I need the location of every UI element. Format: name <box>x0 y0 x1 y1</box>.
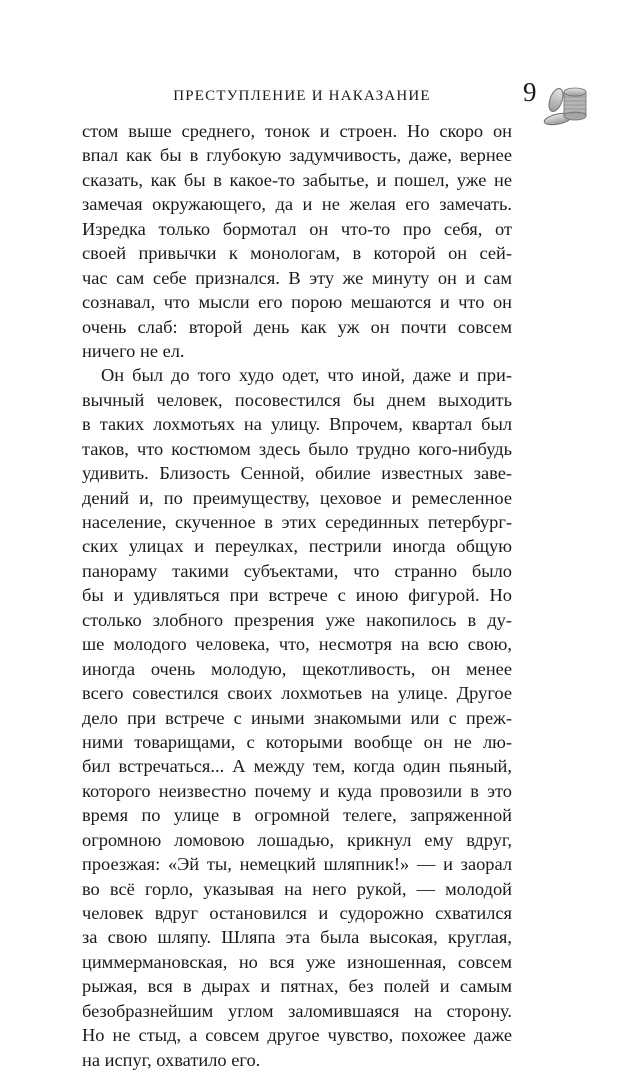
text-line: Он был до того худо одет, что иной, даже и при- <box>101 365 512 386</box>
text-line: на испуг, охватило его. <box>82 1049 261 1070</box>
text-line: человек вдруг остановился и судорожно схватился <box>82 903 512 923</box>
text-line: бы и удивляться при встрече с иною фигурой. Но <box>82 585 512 606</box>
text-line: сознавал, что мысли его порою мешаются и что он <box>82 292 512 313</box>
text-line: замечая окружающего, да и не желая его замечать. <box>82 194 512 215</box>
page-number: 9 <box>523 77 537 107</box>
text-line: удивить. Близость Сенной, обилие известных заве- <box>82 463 512 484</box>
text-line: ними товарищами, с которыми вообще он не лю- <box>82 731 512 752</box>
text-line: дело при встрече с иными знакомыми или с преж- <box>82 707 512 728</box>
text-line: ничего не ел. <box>82 340 185 361</box>
body-text <box>82 119 512 1072</box>
text-line: за свою шляпу. Шляпа эта была высокая, круглая, <box>82 927 512 948</box>
text-line: огромною ломовою лошадью, крикнул ему вдруг, <box>82 829 512 850</box>
text-line: таков, что костюмом здесь было трудно кого-нибудь <box>82 438 512 459</box>
text-line: панораму такими субъектами, что странно было <box>82 560 512 581</box>
text-line: которого неизвестно почему и куда провозили в это <box>82 780 512 801</box>
text-line: своей привычки к монологам, в которой он сей- <box>82 243 512 264</box>
text-line: рыжая, вся в дырах и пятнах, без полей и самым <box>82 976 512 997</box>
text-line: впал как бы в глубокую задумчивость, даже, вернее <box>82 145 512 166</box>
text-line: время по улице в огромной телеге, запряженной <box>82 805 512 826</box>
text-line: столько злобного презрения уже накопилось в ду- <box>82 609 512 630</box>
text-line: Изредка только бормотал он что-то про себя, от <box>82 218 512 239</box>
text-line: во всё горло, указывая на него рукой, — молодой <box>82 878 512 899</box>
text-line: проезжая: «Эй ты, немецкий шляпник!» — и заорал <box>82 854 512 875</box>
text-line: стом выше среднего, тонок и строен. Но скоро он <box>82 121 512 141</box>
running-title: ПРЕСТУПЛЕНИЕ И НАКАЗАНИЕ <box>173 88 431 104</box>
text-line: вычный человек, посовестился бы днем выходить <box>82 389 512 410</box>
text-line: час сам себе признался. В эту же минуту он и сам <box>82 267 512 288</box>
text-line: сказать, как бы в какое-то забытье, и пошел, уже не <box>82 169 512 190</box>
text-line: Но не стыд, а совсем другое чувство, похожее даже <box>82 1025 512 1046</box>
text-line: безобразнейшим углом заломившаяся на сторону. <box>82 1000 512 1021</box>
text-line: ше молодого человека, что, несмотря на всю свою, <box>82 634 512 655</box>
text-line: циммермановская, но вся уже изношенная, совсем <box>82 951 512 972</box>
text-line: очень слаб: второй день как уж он почти совсем <box>82 316 512 337</box>
text-line: население, скученное в этих серединных петербург- <box>82 512 512 532</box>
text-line: иногда очень молодую, щекотливость, он менее <box>82 658 512 679</box>
text-line: в таких лохмотьях на улицу. Впрочем, квартал был <box>82 414 512 435</box>
text-line: ских улицах и переулках, пестрили иногда общую <box>82 536 512 557</box>
text-line: дений и, по преимуществу, цеховое и ремесленное <box>82 487 512 508</box>
text-line: бил встречаться... А между тем, когда один пьяный, <box>82 756 512 777</box>
text-line: всего совестился своих лохмотьев на улице. Другое <box>82 683 512 704</box>
coin-stack-icon <box>536 78 590 128</box>
